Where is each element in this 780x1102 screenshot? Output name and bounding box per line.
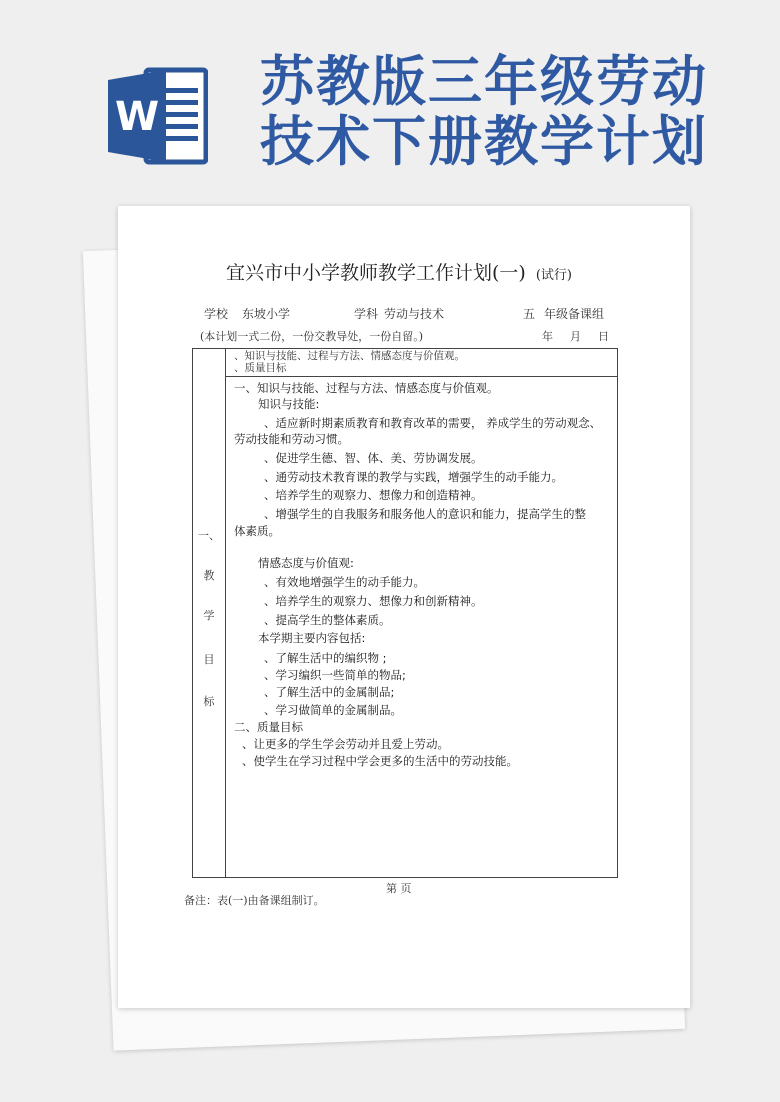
content-line: 二、质量目标 [234, 720, 303, 734]
trial-label: (试行) [535, 268, 572, 283]
banner-title-line1: 苏教版三年级劳动 [260, 50, 708, 113]
subject-value: 劳动与技术 [384, 307, 445, 321]
content-line: 、使学生在学习过程中学会更多的生活中的劳动技能。 [242, 754, 518, 768]
content-line: 、让更多的学生学会劳动并且爱上劳动。 [242, 737, 449, 751]
document-title [226, 258, 572, 285]
content-line: 一、知识与技能、过程与方法、情感态度与价值观。 [234, 381, 499, 395]
content-line: 、培养学生的观察力、想像力和创造精神。 [264, 488, 483, 502]
content-line: 、适应新时期素质教育和教育改革的需要， 养成学生的劳动观念、 [264, 416, 602, 430]
content-line: 劳动技能和劳动习惯。 [234, 432, 349, 446]
header-line-2: 、质量目标 [234, 362, 287, 374]
school-label: 学校 [204, 307, 229, 321]
grade-group: 年级备课组 [544, 307, 605, 321]
content-line: 、有效地增强学生的动手能力。 [264, 575, 425, 589]
content-line: 、学习编织一些简单的物品; [264, 668, 406, 682]
document-title-text: 宜兴市中小学教师教学工作计划(一) [226, 262, 526, 284]
content-header-cell [226, 349, 617, 377]
content-line: 、了解生活中的金属制品; [264, 685, 395, 699]
section-number: 一、 [198, 529, 220, 542]
page-number-label: 第 页 [386, 882, 412, 895]
content-line: 、学习做简单的金属制品。 [264, 703, 402, 717]
content-line: 、增强学生的自我服务和服务他人的意识和能力，提高学生的整 [264, 507, 586, 521]
document-page[interactable] [118, 206, 690, 1008]
section-char-4: 标 [203, 695, 215, 708]
section-char-1: 教 [203, 569, 215, 582]
footnote: 备注：表(一)由备课组制订。 [184, 894, 325, 907]
content-line: 、培养学生的观察力、想像力和创新精神。 [264, 594, 483, 608]
section-label-column [193, 349, 226, 877]
section-char-2: 学 [203, 609, 215, 622]
content-line: 、通劳动技术教育课的教学与实践，增强学生的动手能力。 [264, 470, 563, 484]
grade-number: 五 [523, 307, 536, 321]
content-line: 、促进学生德、智、体、美、劳协调发展。 [264, 451, 483, 465]
header-line-1: 、知识与技能、过程与方法、情感态度与价值观。 [234, 350, 465, 362]
date-year: 年 [542, 330, 553, 343]
plan-form-table [192, 348, 618, 878]
school-value: 东坡小学 [242, 307, 291, 321]
copies-note: (本计划一式二份，一份交教导处，一份自留。) [200, 330, 424, 343]
content-line: 本学期主要内容包括: [258, 631, 366, 645]
subject-label: 学科 [354, 307, 379, 321]
word-document-icon [108, 66, 208, 166]
banner-title-line2: 技术下册教学计划 [260, 110, 708, 173]
date-day: 日 [598, 330, 609, 343]
date-month: 月 [570, 330, 581, 343]
content-line: 体素质。 [234, 524, 280, 538]
content-line: 知识与技能: [258, 397, 320, 411]
content-line: 、了解生活中的编织物 ; [264, 651, 387, 665]
banner-title [260, 52, 760, 172]
section-char-3: 目 [203, 653, 215, 666]
content-line: 、提高学生的整体素质。 [264, 613, 391, 627]
svg-text:W: W [114, 94, 160, 140]
content-line: 情感态度与价值观: [258, 556, 354, 570]
